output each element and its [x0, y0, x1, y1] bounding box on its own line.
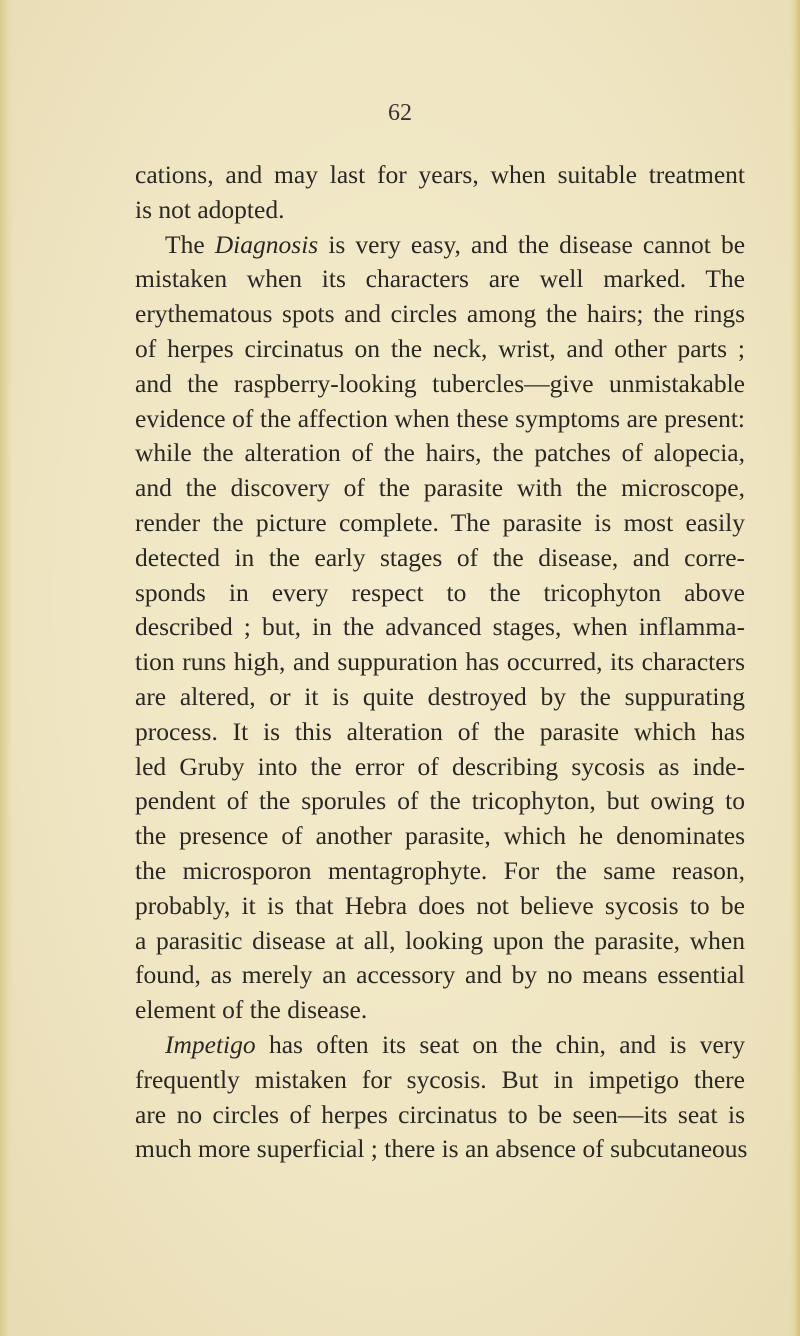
text-line-16: are altered, or it is quite destroyed by the suppurating — [135, 681, 745, 711]
text-line-24: found, as merely an accessory and by no means essential — [135, 960, 745, 990]
text-line-11: render the picture complete. The parasite is most easily — [135, 507, 745, 537]
text-line-26 — [135, 1028, 745, 1063]
text-line-3-rest: is very easy, and the disease cannot be — [328, 229, 746, 259]
text-line-7: and the raspberry-looking tubercles—give unmistakable — [135, 368, 745, 398]
text-line-22: probably, it is that Hebra does not believe sycosis to be — [135, 890, 745, 920]
text-line-18: led Gruby into the error of describing sycosis as inde- — [135, 751, 745, 781]
text-line-1: cations, and may last for years, when suitable treatment — [135, 160, 745, 189]
text-line-14: described ; but, in the advanced stages, when inflamma- — [135, 612, 745, 642]
text-line-23: a parasitic disease at all, looking upon the parasite, when — [135, 925, 745, 955]
text-line-25: element of the disease. — [135, 995, 368, 1025]
text-line-10: and the discovery of the parasite with the microscope, — [135, 473, 745, 503]
text-line-27: frequently mistaken for sycosis. But in impetigo there — [135, 1064, 745, 1094]
body-text — [135, 158, 748, 1167]
text-line-17: process. It is this alteration of the parasite which has — [135, 716, 745, 746]
impetigo-term: Impetigo — [165, 1029, 256, 1059]
page-right-edge — [790, 0, 800, 1336]
text-line-3 — [135, 228, 745, 263]
text-line-2: is not adopted. — [135, 194, 285, 224]
page-number: 62 — [388, 100, 412, 126]
text-line-29: much more superficial ; there is an absence of subcutaneous — [135, 1134, 748, 1164]
text-line-5: erythematous spots and circles among the hairs; the rings — [135, 299, 745, 329]
text-line-20: the presence of another parasite, which he denominates — [135, 821, 745, 851]
text-line-15: tion runs high, and suppuration has occurred, its characters — [135, 647, 745, 677]
text-line-12: detected in the early stages of the disease, and corre- — [135, 542, 745, 572]
page-left-edge — [0, 0, 14, 1336]
diagnosis-term: Diagnosis — [214, 229, 319, 259]
text-line-28: are no circles of herpes circinatus to be seen—its seat is — [135, 1099, 745, 1129]
text-line-21: the microsporon mentagrophyte. For the same reason, — [135, 855, 745, 885]
text-line-9: while the alteration of the hairs, the patches of alopecia, — [135, 438, 745, 468]
text-line-19: pendent of the sporules of the tricophyton, but owing to — [135, 786, 745, 816]
text-line-26-rest: has often its seat on the chin, and is very — [268, 1029, 746, 1059]
text-line-13: sponds in every respect to the tricophyton above — [135, 577, 745, 607]
diagnosis-lead: The — [165, 229, 205, 259]
text-line-8: evidence of the affection when these symptoms are present: — [135, 403, 745, 433]
text-line-6: of herpes circinatus on the neck, wrist, and other parts ; — [135, 333, 745, 363]
text-line-4: mistaken when its characters are well marked. The — [135, 264, 745, 294]
